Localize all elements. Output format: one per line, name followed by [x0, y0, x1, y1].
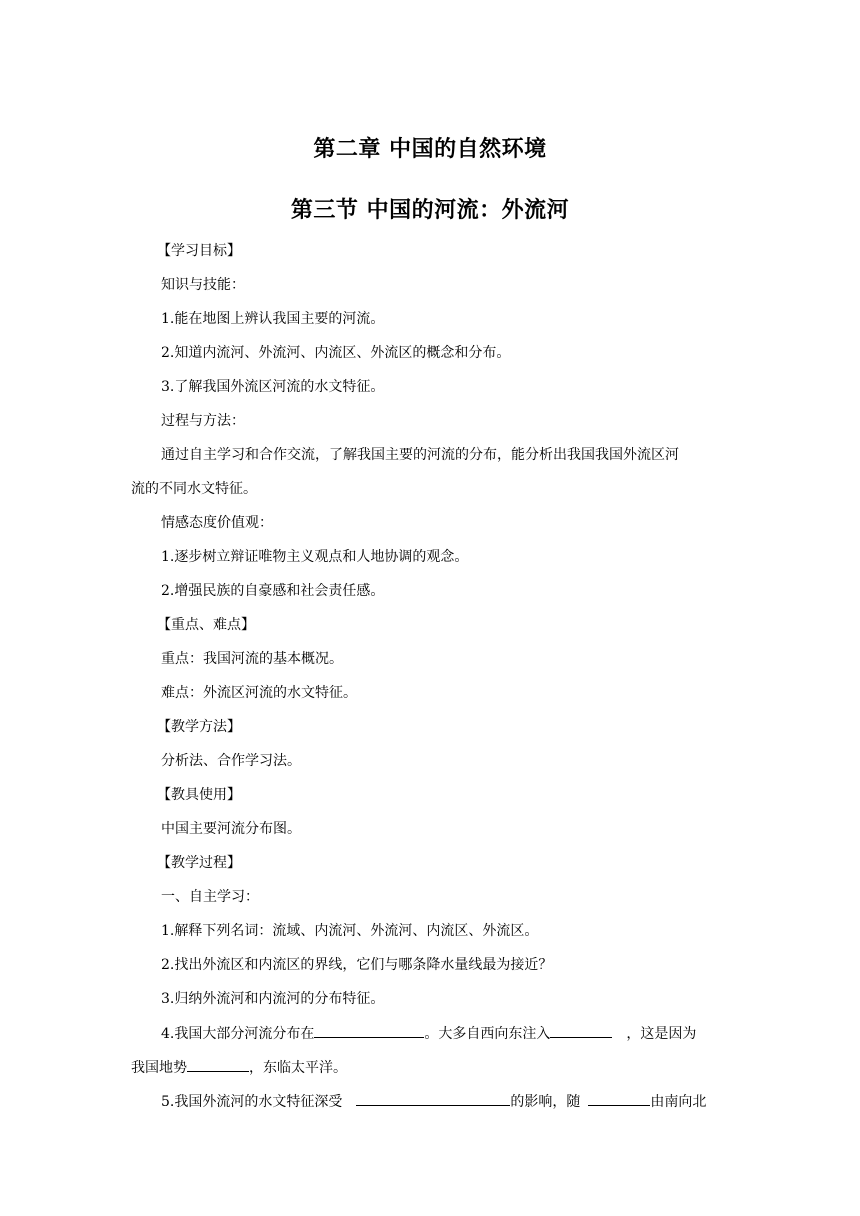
knowledge-label: 知识与技能： [161, 277, 245, 293]
question-4-text: ，这是因为 [626, 1026, 697, 1042]
fill-blank[interactable] [550, 1023, 612, 1038]
keypoints-header: 【重点、难点】 [157, 617, 255, 633]
tools-text: 中国主要河流分布图。 [161, 821, 301, 837]
question-4 [161, 1023, 696, 1044]
study-item: 2.找出外流区和内流区的界线，它们与哪条降水量线最为接近？ [161, 957, 553, 973]
question-5-text: 的影响，随 [510, 1094, 581, 1110]
section-title: 第三节 中国的河流：外流河 [290, 198, 570, 223]
question-4-text: 我国地势 [131, 1060, 187, 1076]
process-label: 过程与方法： [161, 413, 245, 429]
fill-blank[interactable] [187, 1057, 249, 1072]
process-text: 通过自主学习和合作交流，了解我国主要的河流的分布，能分析出我国我国外流区河 [161, 447, 679, 463]
tools-header: 【教具使用】 [157, 787, 241, 803]
knowledge-item: 2.知道内流河、外流河、内流区、外流区的概念和分布。 [161, 345, 511, 361]
question-5 [161, 1091, 706, 1112]
question-5-text: 由南向北 [650, 1094, 707, 1110]
chapter-title: 第二章 中国的自然环境 [313, 137, 547, 162]
key-point: 重点：我国河流的基本概况。 [161, 651, 343, 667]
self-study-label: 一、自主学习： [161, 889, 259, 905]
knowledge-item: 1.能在地图上辨认我国主要的河流。 [161, 311, 385, 327]
question-4-text: 4.我国大部分河流分布在 [161, 1026, 315, 1042]
fill-blank[interactable] [588, 1091, 650, 1106]
objectives-header: 【学习目标】 [157, 243, 241, 259]
question-5-text: 5.我国外流河的水文特征深受 [161, 1094, 343, 1110]
question-4-continued [131, 1057, 347, 1078]
fill-blank[interactable] [314, 1023, 424, 1038]
emotion-label: 情感态度价值观： [161, 515, 273, 531]
knowledge-item: 3.了解我国外流区河流的水文特征。 [161, 379, 385, 395]
study-item: 3.归纳外流河和内流河的分布特征。 [161, 991, 385, 1007]
methods-header: 【教学方法】 [157, 719, 241, 735]
teaching-process-header: 【教学过程】 [157, 855, 241, 871]
fill-blank[interactable] [356, 1091, 510, 1106]
emotion-item: 2.增强民族的自豪感和社会责任感。 [161, 583, 385, 599]
emotion-item: 1.逐步树立辩证唯物主义观点和人地协调的观念。 [161, 549, 469, 565]
question-4-text: ，东临太平洋。 [249, 1060, 347, 1076]
methods-text: 分析法、合作学习法。 [161, 753, 301, 769]
question-4-text: 。大多自西向东注入 [424, 1026, 551, 1042]
process-text-continued: 流的不同水文特征。 [131, 481, 257, 497]
study-item: 1.解释下列名词：流域、内流河、外流河、内流区、外流区。 [161, 923, 539, 939]
difficult-point: 难点：外流区河流的水文特征。 [161, 685, 357, 701]
